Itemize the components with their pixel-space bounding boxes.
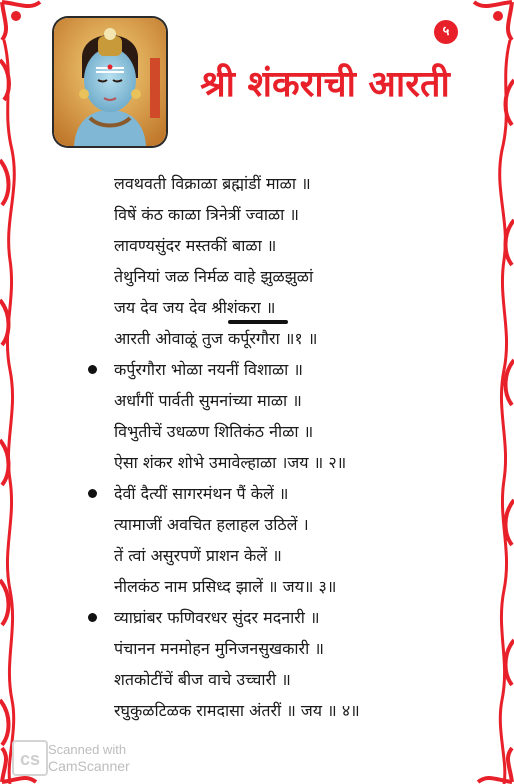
verse-line: जय देव जय देव श्रीशंकरा ॥	[114, 298, 276, 317]
verse-line: तेथुनियां जळ निर्मळ वाहे झुळझुळां	[114, 267, 314, 286]
svg-text:cs: cs	[19, 749, 41, 769]
verse-line: ऐसा शंकर शोभे उमावेल्हाळा ।जय ॥ २॥	[114, 453, 347, 472]
verse-line: व्याघ्रांबर फणिवरधर सुंदर मदनारी ॥	[114, 608, 320, 627]
verse-line: देवीं दैत्यीं सागरमंथन पैं केलें ॥	[114, 484, 289, 503]
verse-bullet	[88, 613, 97, 622]
camscanner-watermark	[12, 738, 172, 778]
watermark-line1: Scanned with	[48, 742, 127, 757]
verse-line: अर्धांगीं पार्वती सुमनांच्या माळा ॥	[114, 391, 302, 410]
page-title: श्री शंकराची आरती	[200, 64, 450, 105]
verse-line: लवथवती विक्राळा ब्रह्मांडीं माळा ॥	[114, 174, 311, 193]
verse-line: आरती ओवाळूं तुज कर्पूरगौरा ॥१ ॥	[114, 329, 318, 348]
verse-line: नीलकंठ नाम प्रसिध्द झालें ॥ जय॥ ३॥	[114, 577, 337, 596]
verse-line: पंचानन मनमोहन मुनिजनसुखकारी ॥	[114, 639, 324, 658]
verse-line: विभुतीचें उधळण शितिकंठ नीळा ॥	[114, 422, 314, 441]
verse-line: रघुकुळटिळक रामदासा अंतरीं ॥ जय ॥ ४॥	[114, 701, 360, 720]
verse-bullet	[88, 365, 97, 374]
verse-line: विषें कंठ काळा त्रिनेत्रीं ज्वाळा ॥	[114, 205, 299, 224]
verse-line: तें त्वां असुरपणें प्राशन केलें ॥	[114, 546, 282, 565]
page-number-badge: ५	[434, 20, 458, 44]
underline-mark	[228, 320, 288, 324]
camscanner-logo-icon	[12, 740, 48, 776]
verse-line: त्यामाजीं अवचित हलाहल उठिलें ।	[114, 515, 309, 534]
verse-line: कर्पुरगौरा भोळा नयनीं विशाळा ॥	[114, 360, 303, 379]
verse-bullet	[88, 489, 97, 498]
watermark-line2: CamScanner	[48, 758, 130, 774]
bottom-right-corner-ornament	[464, 734, 514, 784]
verse-line: लावण्यसुंदर मस्तकीं बाळा ॥	[114, 236, 277, 255]
verse-line: शतकोटींचें बीज वाचे उच्चारी ॥	[114, 670, 291, 689]
